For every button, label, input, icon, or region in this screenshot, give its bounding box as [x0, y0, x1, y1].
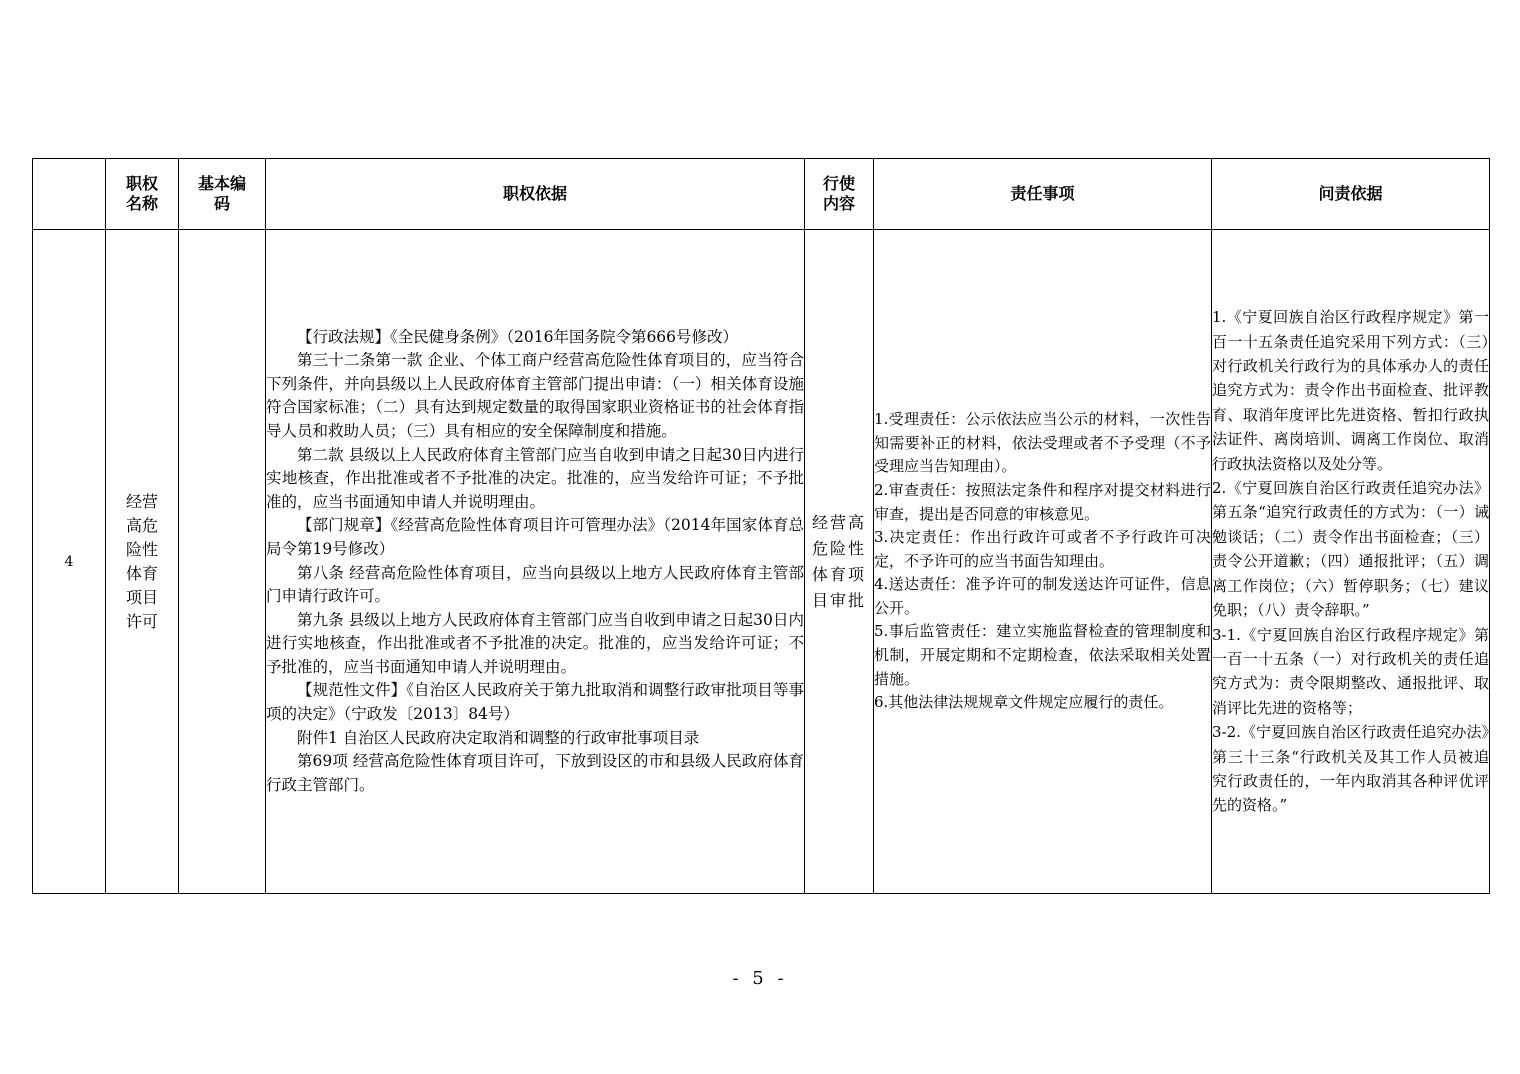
- table-row: [33, 230, 1490, 894]
- row-exercise-cell: [805, 230, 874, 894]
- header-row: [33, 159, 1490, 230]
- row-basis: [266, 230, 805, 894]
- accountability-item: 1.《宁夏回族自治区行政程序规定》第一百一十五条责任追究采用下列方式：（三）对行政机关行政行为的具体承办人的责任追究方式为：责令作出书面检查、批评教育、取消年度评比先进资格、暂扣行政执法证件、离岗培训、调离工作岗位、取消行政执法资格以及处分等。: [1212, 308, 1489, 473]
- row-code: [179, 230, 266, 894]
- basis-paragraph: 第九条 县级以上地方人民政府体育主管部门应当自收到申请之日起30日内进行实地核查，作出批准或者不予批准的决定。批准的，应当发给许可证；不予批准的，应当书面通知申请人并说明理由。: [266, 610, 804, 676]
- header-responsibility: 责任事项: [874, 159, 1212, 230]
- header-blank: [33, 159, 106, 230]
- responsibility-item: 1.受理责任：公示依法应当公示的材料，一次性告知需要补正的材料，依法受理或者不予受理（不予受理应当告知理由）。: [874, 410, 1211, 476]
- basis-paragraph: 第69项 经营高危险性体育项目许可，下放到设区的市和县级人民政府体育行政主管部门。: [266, 752, 804, 794]
- header-name: [106, 159, 179, 230]
- header-code-label: 基本编码: [197, 174, 246, 213]
- responsibility-item: 3.决定责任：作出行政许可或者不予行政许可决定，不予许可的应当书面告知理由。: [874, 528, 1211, 570]
- header-exercise: [805, 159, 874, 230]
- header-basis: 职权依据: [266, 159, 805, 230]
- row-name: 经营高危险性体育项目许可: [125, 491, 158, 631]
- row-name-cell: [106, 230, 179, 894]
- basis-paragraph: 【规范性文件】《自治区人民政府关于第九批取消和调整行政审批项目等事项的决定》（宁政发〔2013〕84号）: [266, 681, 804, 724]
- header-accountability: 问责依据: [1212, 159, 1490, 230]
- accountability-item: 3-2.《宁夏回族自治区行政责任追究办法》第三十三条“行政机关及其工作人员被追究行政责任的，一年内取消其各种评优评先的资格。”: [1212, 723, 1489, 815]
- accountability-item: 3-1.《宁夏回族自治区行政程序规定》第一百一十五条（一）对行政机关的责任追究方式为：责令限期整改、通报批评、取消评比先进的资格等；: [1212, 625, 1489, 717]
- page-number: - 5 -: [732, 968, 788, 989]
- accountability-item: 2.《宁夏回族自治区行政责任追究办法》第五条“追究行政责任的方式为：（一）诫勉谈话；（二）责令作出书面检查；（三）责令公开道歉；（四）通报批评；（五）调离工作岗位；（六）暂停职务；（七）建议免职；（八）责令辞职。”: [1212, 479, 1489, 620]
- row-responsibility: [874, 230, 1212, 894]
- authority-table: [32, 158, 1490, 894]
- responsibility-item: 2.审查责任：按照法定条件和程序对提交材料进行审查，提出是否同意的审核意见。: [874, 480, 1211, 523]
- basis-paragraph: 【部门规章】《经营高危险性体育项目许可管理办法》（2014年国家体育总局令第19号修改）: [266, 516, 804, 558]
- row-accountability: [1212, 230, 1490, 894]
- row-index: 4: [33, 230, 106, 894]
- header-code: [179, 159, 266, 230]
- responsibility-item: 6.其他法律法规规章文件规定应履行的责任。: [874, 693, 1174, 712]
- basis-paragraph: 第八条 经营高危险性体育项目，应当向县级以上地方人民政府体育主管部门申请行政许可。: [266, 563, 804, 606]
- responsibility-item: 5.事后监管责任：建立实施监督检查的管理制度和机制，开展定期和不定期检查，依法采取相关处置措施。: [874, 622, 1211, 688]
- header-name-label: 职权名称: [125, 174, 158, 213]
- header-exercise-label: 行使内容: [822, 174, 855, 213]
- basis-paragraph: 附件1 自治区人民政府决定取消和调整的行政审批事项目录: [297, 728, 700, 747]
- basis-paragraph: 第二款 县级以上人民政府体育主管部门应当自收到申请之日起30日内进行实地核查，作出批准或者不予批准的决定。批准的，应当发给许可证；不予批准的，应当书面通知申请人并说明理由。: [266, 445, 804, 511]
- basis-paragraph: 第三十二条第一款 企业、个体工商户经营高危险性体育项目的，应当符合下列条件，并向县级以上人民政府体育主管部门提出申请：（一）相关体育设施符合国家标准；（二）具有达到规定数量的取得国家职业资格证书的社会体育指导人员和救助人员；（三）具有相应的安全保障制度和措施。: [266, 351, 804, 440]
- basis-paragraph: 【行政法规】《全民健身条例》（2016年国务院令第666号修改）: [297, 327, 739, 346]
- row-exercise: 经营高危险性体育项目审批: [812, 512, 867, 610]
- responsibility-item: 4.送达责任：准予许可的制发送达许可证件，信息公开。: [874, 575, 1211, 617]
